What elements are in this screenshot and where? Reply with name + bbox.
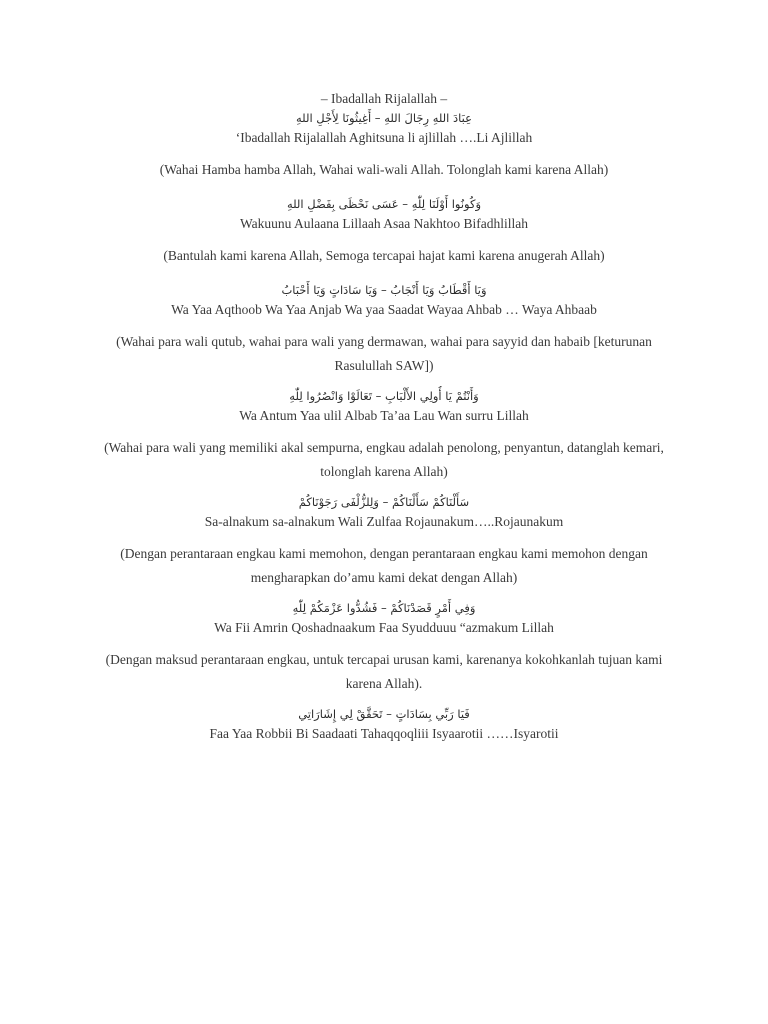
- stanza: [0, 386, 768, 484]
- translation: (Dengan maksud perantaraan engkau, untuk tercapai urusan kami, karenanya kokohkanlah tujuan kami karena Allah).: [105, 652, 663, 691]
- stanza: [0, 280, 768, 378]
- translation: (Wahai para wali qutub, wahai para wali yang dermawan, wahai para sayyid dan habaib [keturunan Rasulullah SAW]): [116, 334, 652, 373]
- latin-transliteration: Wa Yaa Aqthoob Wa Yaa Anjab Wa yaa Saadat Wayaa Ahbab … Waya Ahbaab: [171, 302, 597, 317]
- stanza: [0, 194, 768, 268]
- arabic-verse: وَكُونُوا أَوْلَنَا لِلّٰهِ – عَسَى نَحْظَى بِفَضْلِ اللهِ: [286, 197, 482, 211]
- arabic-verse: فَيَا رَبِّي بِسَادَاتٍ – تَحَقَّقْ لِي إِشَارَاتِي: [298, 707, 470, 721]
- stanza: [0, 704, 768, 744]
- latin-transliteration: Wa Antum Yaa ulil Albab Ta’aa Lau Wan surru Lillah: [239, 408, 529, 423]
- translation: (Wahai Hamba hamba Allah, Wahai wali-wali Allah. Tolonglah kami karena Allah): [159, 162, 609, 177]
- translation: (Wahai para wali yang memiliki akal sempurna, engkau adalah penolong, penyantun, datanglah kemari, tolonglah karena Allah): [104, 440, 664, 479]
- stanza: [0, 492, 768, 590]
- stanza: [0, 598, 768, 696]
- latin-transliteration: Faa Yaa Robbii Bi Saadaati Tahaqqoqliii Isyaarotii ……Isyarotii: [209, 726, 559, 741]
- latin-transliteration: Wakuunu Aulaana Lillaah Asaa Nakhtoo Bifadhlillah: [240, 216, 528, 231]
- poem-title: – Ibadallah Rijalallah –: [320, 91, 448, 106]
- latin-transliteration: Sa-alnakum sa-alnakum Wali Zulfaa Rojaunakum…..Rojaunakum: [204, 514, 564, 529]
- arabic-verse: سَأَلْنَاكُمْ سَأَلْنَاكُمْ – وَلِلزُّلْفَى رَجَوْنَاكُمْ: [298, 495, 470, 509]
- arabic-verse: وَيَا أَقْطَابُ وَيَا أَنْجَابُ – وَيَا سَادَاتٍ وَيَا أَحْبَابُ: [281, 283, 487, 297]
- arabic-verse: وَأَنْتُمْ يَا أُولِي الأَلْبَابِ – تَعَالَوْا وَانْصُرُوا لِلّٰهِ: [289, 389, 479, 403]
- translation: (Dengan perantaraan engkau kami memohon, dengan perantaraan engkau kami memohon dengan mengharapkan do’amu kami dekat dengan Allah): [120, 546, 648, 585]
- latin-transliteration: ‘Ibadallah Rijalallah Aghitsuna li ajlillah ….Li Ajlillah: [235, 130, 533, 145]
- arabic-verse: عِبَادَ اللهِ رِجَالَ اللهِ – أَغِيثُونَا لِأَجْلِ اللهِ: [295, 111, 472, 125]
- arabic-verse: وَفِي أَمْرٍ قَصَدْنَاكُمْ – فَشُدُّوا عَزْمَكُمْ لِلّٰهِ: [292, 601, 476, 615]
- stanza: [0, 108, 768, 182]
- translation: (Bantulah kami karena Allah, Semoga tercapai hajat kami karena anugerah Allah): [163, 248, 605, 263]
- latin-transliteration: Wa Fii Amrin Qoshadnaakum Faa Syudduuu “azmakum Lillah: [214, 620, 554, 635]
